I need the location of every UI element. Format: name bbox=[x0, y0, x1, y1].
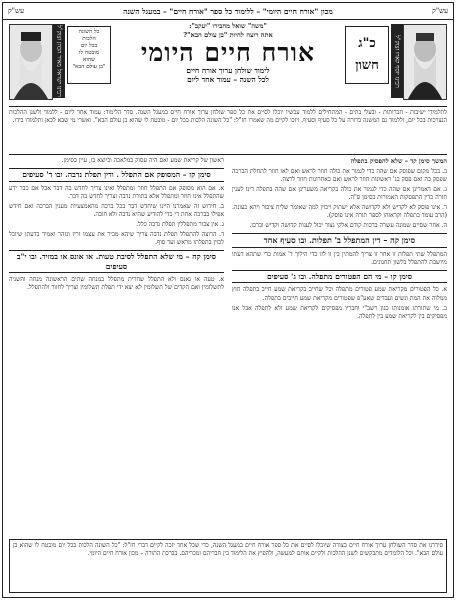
section-heading: סימן קו – מי הם הפטורים מתפלה. ובו ג' סעיפים bbox=[232, 270, 447, 283]
saying-line5: שהוא bbox=[83, 56, 95, 63]
column-right bbox=[232, 155, 447, 535]
paragraph: א. כל הפטורים מקריאת שמע פטורים מתפלה וכל שחייב בקריאת שמע חייב בתפלה חוץ ממלוה את המת ונשים ועבדים שאע"פ שפטורים מקריאת שמע חייבים בתפלה. bbox=[232, 286, 447, 302]
rabbi-portrait-icon bbox=[404, 25, 446, 99]
portrait-left-image bbox=[9, 24, 53, 100]
saying-line6: "בן עולם הבא" bbox=[72, 63, 106, 70]
saying-line1: כל השונה bbox=[78, 29, 100, 35]
top-bar-left-label: עש"ק bbox=[8, 7, 24, 15]
saying-line4: מובטח לו bbox=[79, 49, 99, 56]
date-day: כ"ג bbox=[358, 36, 376, 51]
paragraph: ב. בכל מקום שפוסק אם שהה כדי לגמור את כולה חוזר לראש ואם לאו חוזר לתחלת הברכה שפסק בה ואם פסק בג' ראשונות חוזר לראש ואם באחרונות חוזר לרצה. bbox=[232, 167, 447, 183]
paragraph: א. אם הוא מסופק אם התפלל חוזר ומתפלל ואינו צריך לחדש בה דבר אבל אם כבר ידע שהתפלל אינו חוזר ומתפלל אלא בתורת נדבה וצריך לחדש בה דבר. bbox=[9, 184, 224, 200]
paragraph: ג. אם דאמרינן אם שהה כדי לגמור את כולה בקריאה משערינן אם שהה בתפלה דינו לענין חזרה כדין התפסקות האמורות בסימן ס"ה. bbox=[232, 185, 447, 201]
paragraph: ג. אין צבור מתפללין תפלת נדבה כלל. bbox=[136, 220, 224, 228]
paragraph: המתפלל שתי תפלות זו אחר זו צריך להמתין בין זו לזו כדי הילוך ד' אמות כדי שתהא דעתו מיושבת להתפלל בלשון תחנונים. bbox=[232, 250, 447, 266]
section-heading: סימן קז – המסופק אם התפלל . ודין תפלת נדבה. ובו ד' סעיפים bbox=[9, 168, 224, 181]
saying-line2: הלכות bbox=[82, 35, 96, 42]
paragraph: ה. אחר שסיים שמונה עשרה ברכות קודם אלקי נצור יכול לענות קדושה וקדיש וברכו. bbox=[249, 222, 447, 230]
paragraph: ד. הרוצה להתפלל תפלת נדבה צריך שיהא מכיר את עצמו זריז ונזהר ואמיד בדעתו שיוכל לכוין בתפלתו מראש ועד סוף. bbox=[9, 231, 224, 247]
date-month: חשון bbox=[355, 57, 379, 73]
header-quote-line1: "משה" שואל מחבירו "יעקב": bbox=[189, 22, 267, 30]
paragraph: ד. אינו פוסק לא לקדיש ולא לקדושה אלא ישתוק ויכוין למה שאומר שליח ציבור ויהא כעונה. (הרב עומד בתפלה וקראוהו לספר תורה אינו פוסק). bbox=[232, 203, 447, 219]
section-heading: סימן קח – מי שלא התפלל לסיבת טעות. או אונס או במזיד. ובו י"ב סעיפים bbox=[9, 250, 224, 273]
top-bar bbox=[3, 3, 453, 20]
page-title: אורח חיים היומי bbox=[140, 38, 316, 67]
intro-paragraph: לתלמידי ישיבות - חברותות - ובעלי בתים - המתחילים ללמוד עכשיו יוכלו לסיים את כל ספר שולחן ערוך אורח חיים במעגל השנה. סדר הלימוד: עמוד אחד ליום - ללמוד ולשנן ההלכות הנצרכות בכל יום, וללמוד גם המשנה ברורה על כל סעיף וסעיף. ויזכו לקיים מה שאמרו חז"ל: "כל השונה הלכות בכל יום - מובטח לו שהוא בן עולם הבא". ואשרי מי שבא לכאן ותלמודו בידו. bbox=[9, 106, 447, 155]
content-columns bbox=[9, 154, 447, 535]
page-subtitle-line2: לכל השנה – עמוד אחד ליום bbox=[187, 75, 269, 84]
saying-line3: בכל יום bbox=[80, 42, 98, 49]
paragraph: ראשון של קריאת שמע ואם היה עסוק במלאכה וכיוצא בו, עיין בסימן. bbox=[61, 157, 224, 164]
header-center bbox=[113, 22, 343, 84]
header bbox=[3, 20, 453, 106]
footer-box: סידרנו את סדר השולחן ערוך אורח חיים בצורה שיוכלו לסיים את כל ספר אורח חיים במעגל השנה, כדי שכל אחד יזכה לקיים דברי חז"ל: "כל השונה הלכות בכל יום מובטח לו שהוא בן עולם הבא". וכל הלומדים מתבקשים לשנן ההלכות ולקיים אותם למעשה, ולהפיץ את הלימוד בין חבריהם ומכריהם. בברכת התורה – מכון אורח חיים היומי. bbox=[9, 539, 447, 593]
right-name-band: רבינו יוסף קארו זצוק"ל bbox=[391, 24, 403, 98]
paragraph: ב. חידוש זה שאמרנו היינו שיחדש דבר בכל ברכה מהאמצעיות מענין הברכה ואם חידש אפילו בברכה אחת די כדי להודיע שהיא נדבה ולא חובה. bbox=[9, 202, 224, 218]
top-bar-right-label: עש"ק bbox=[432, 7, 448, 15]
date-box bbox=[345, 26, 389, 84]
paragraph: ב. מי שתורתו אומנותו כגון רשב"י וחבריו מפסיקים לקריאת שמע ולא לתפלה אבל אנו מפסיקים בין לקריאת שמע בין לתפלה. bbox=[232, 304, 447, 320]
saying-box bbox=[67, 26, 111, 84]
daily-study-sheet bbox=[2, 2, 454, 598]
column-headline: המשך סימן קד – שלא להפסיק בתפלה bbox=[350, 157, 447, 165]
page-subtitle-line1: לימוד שולחן ערוך אורח חיים bbox=[186, 66, 270, 75]
top-bar-center-text: מכון "אורח חיים היומי" – ללימוד כל ספר "אורח חיים" – במעגל השנה bbox=[123, 6, 333, 16]
left-name-band: רבינו ישראל מאיר הכהן זצוק"ל bbox=[53, 24, 65, 98]
section-heading: סימן קה – דין המתפלל ב' תפלות. ובו סעיף אחד bbox=[232, 233, 447, 248]
column-left bbox=[9, 155, 224, 535]
portrait-right-image bbox=[403, 24, 447, 100]
paragraph: א. טעה או נאנס ולא התפלל שחרית מתפלל במנחה שתים הראשונה מנחה והשניה לתשלומין ואם הקדים של תשלומין לא יצא ידי תפלת תשלומין וצריך לחזור ולהתפלל. bbox=[9, 276, 224, 292]
rabbi-portrait-icon bbox=[10, 25, 52, 99]
header-quote-line2: אתה רוצה להיות "בן עולם הבא"? bbox=[183, 31, 273, 39]
